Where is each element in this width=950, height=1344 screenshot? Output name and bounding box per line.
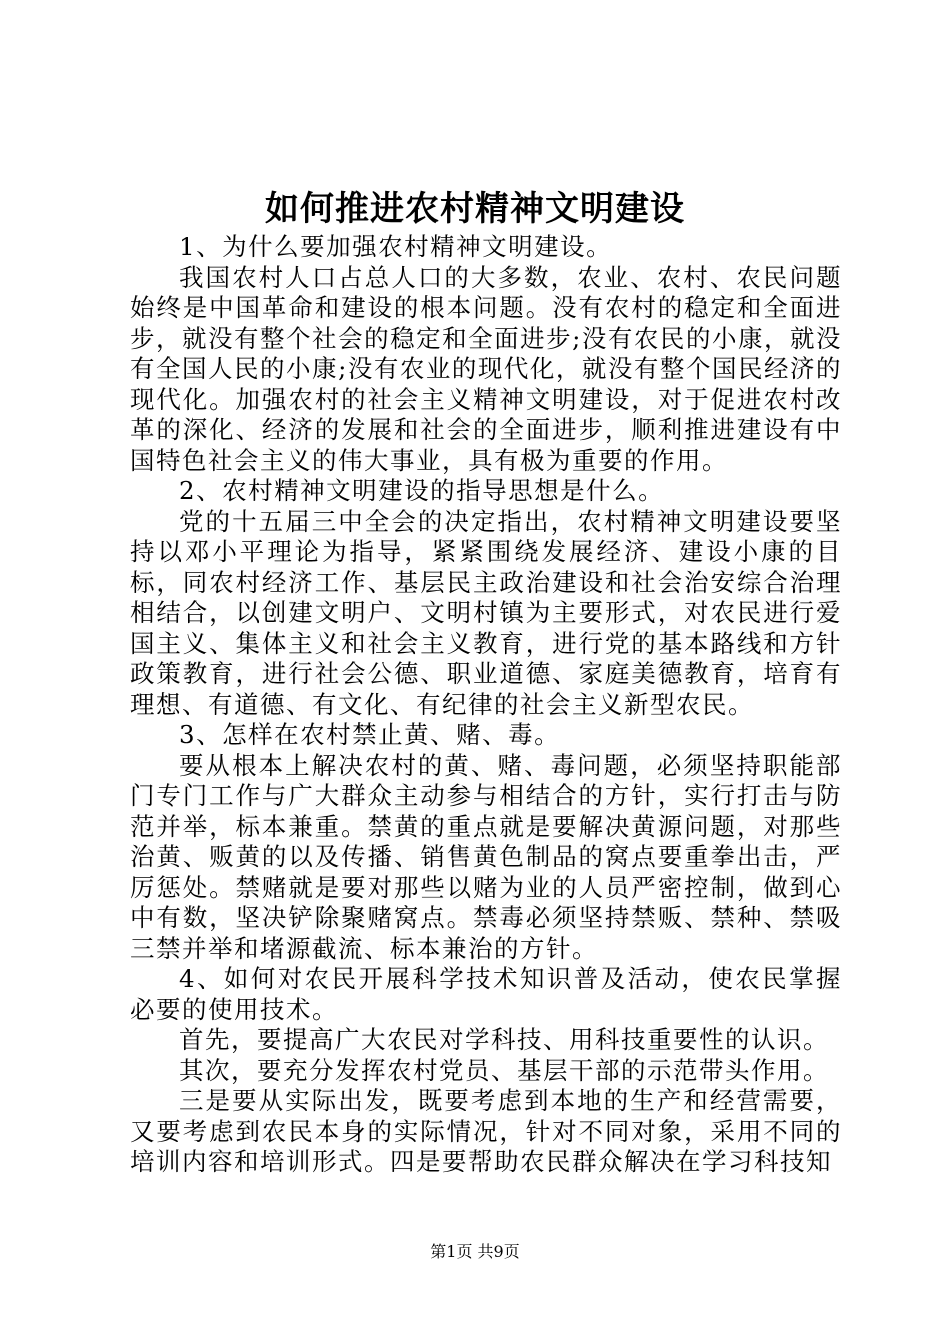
paragraph: 我国农村人口占总人口的大多数，农业、农村、农民问题始终是中国革命和建设的根本问题。没有农村的稳定和全面进步，就没有整个社会的稳定和全面进步;没有农民的小康，就没有全国人民的小康;没有农业的现代化，就没有整个国民经济的现代化。加强农村的社会主义精神文明建设，对于促进农村改革的深化、经济的发展和社会的全面进步，顺利推进建设有中国特色社会主义的伟大事业，具有极为重要的作用。 (130, 262, 842, 475)
document-title: 如何推进农村精神文明建设 (265, 189, 685, 229)
document-body (130, 232, 842, 1178)
paragraph: 三是要从实际出发，既要考虑到本地的生产和经营需要，又要考虑到农民本身的实际情况，针对不同对象，采用不同的培训内容和培训形式。四是要帮助农民群众解决在学习科技知 (130, 1086, 842, 1176)
paragraph: 党的十五届三中全会的决定指出，农村精神文明建设要坚持以邓小平理论为指导，紧紧围绕发展经济、建设小康的目标，同农村经济工作、基层民主政治建设和社会治安综合治理相结合，以创建文明户、文明村镇为主要形式，对农民进行爱国主义、集体主义和社会主义教育，进行党的基本路线和方针政策教育，进行社会公德、职业道德、家庭美德教育，培育有理想、有道德、有文化、有纪律的社会主义新型农民。 (130, 506, 842, 719)
paragraph: 首先，要提高广大农民对学科技、用科技重要性的认识。 (179, 1025, 829, 1054)
page-footer: 第1页 共9页 (430, 1242, 520, 1261)
paragraph: 其次，要充分发挥农村党员、基层干部的示范带头作用。 (179, 1055, 829, 1085)
paragraph: 3、怎样在农村禁止黄、赌、毒。 (179, 720, 561, 749)
paragraph: 要从根本上解决农村的黄、赌、毒问题，必须坚持职能部门专门工作与广大群众主动参与相结合的方针，实行打击与防范并举，标本兼重。禁黄的重点就是要解决黄源问题，对那些治黄、贩黄的以及传播、销售黄色制品的窝点要重拳出击，严厉惩处。禁赌就是要对那些以赌为业的人员严密控制，做到心中有数，坚决铲除聚赌窝点。禁毒必须坚持禁贩、禁种、禁吸三禁并举和堵源截流、标本兼治的方针。 (130, 750, 842, 963)
paragraph: 2、农村精神文明建设的指导思想是什么。 (179, 476, 665, 505)
paragraph: 1、为什么要加强农村精神文明建设。 (179, 232, 613, 261)
paragraph: 4、如何对农民开展科学技术知识普及活动，使农民掌握必要的使用技术。 (130, 964, 842, 1024)
